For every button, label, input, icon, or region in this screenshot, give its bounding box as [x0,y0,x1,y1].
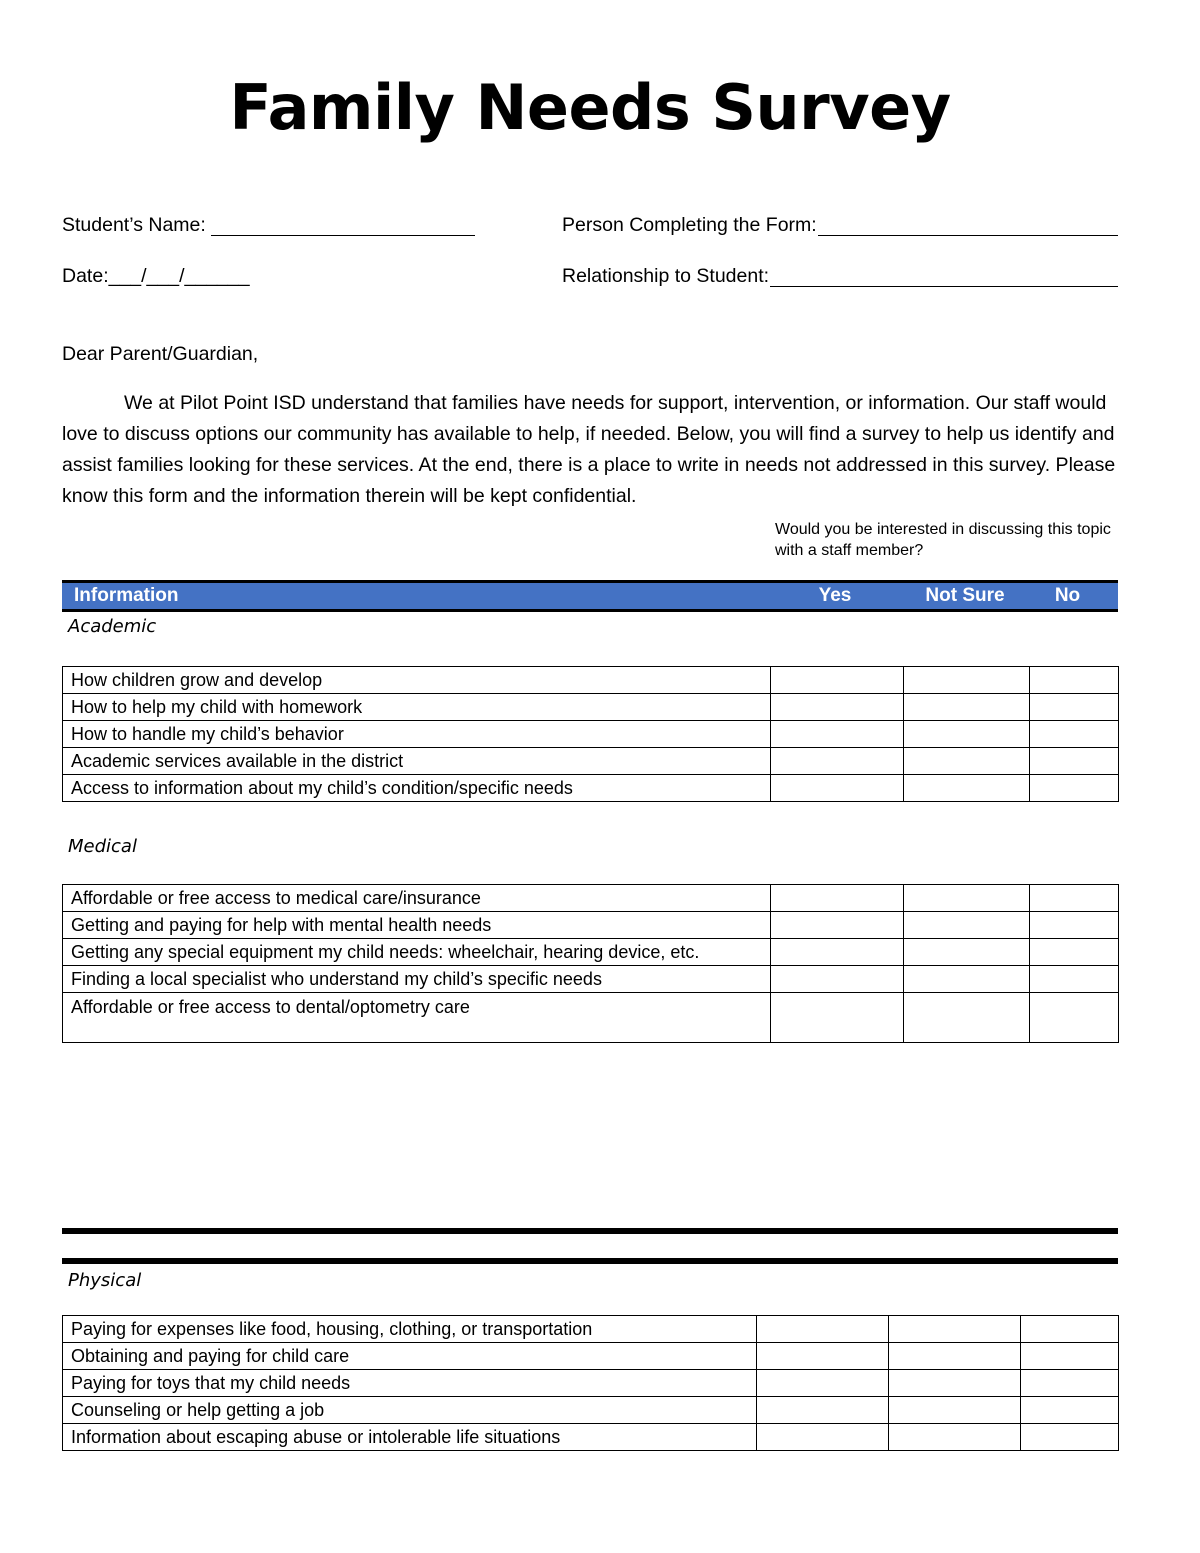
relationship-label: Relationship to Student: [562,265,770,287]
checkbox-cell-yes[interactable] [757,1316,889,1343]
checkbox-cell-not-sure[interactable] [904,721,1030,748]
checkbox-cell-yes[interactable] [771,694,904,721]
checkbox-cell-not-sure[interactable] [904,885,1030,912]
identification-row-1 [62,208,1118,236]
survey-table-physical [62,1315,1119,1451]
checkbox-cell-no[interactable] [1030,939,1119,966]
column-instruction-note: Would you be interested in discussing this topic with a staff member? [775,521,1111,559]
checkbox-cell-yes[interactable] [757,1370,889,1397]
date-label: Date: [62,265,109,287]
checkbox-cell-yes[interactable] [771,775,904,802]
checkbox-cell-yes[interactable] [771,721,904,748]
table-row [63,1370,1119,1397]
row-label: Obtaining and paying for child care [63,1343,757,1370]
table-row [63,721,1119,748]
checkbox-cell-not-sure[interactable] [904,775,1030,802]
person-completing-input[interactable] [818,218,1118,236]
checkbox-cell-yes[interactable] [771,912,904,939]
checkbox-cell-not-sure[interactable] [904,667,1030,694]
checkbox-cell-yes[interactable] [757,1343,889,1370]
row-label: Access to information about my child’s condition/specific needs [63,775,771,802]
row-label: Getting any special equipment my child needs: wheelchair, hearing device, etc. [63,939,771,966]
table-row [63,1343,1119,1370]
letter-body: We at Pilot Point ISD understand that families have needs for support, intervention, or information. Our staff would love to discuss options our community has available to help, if needed. Below, you will find a survey to help us identify and assist families looking for these services. At the end, there is a place to write in needs not addressed in this survey. Please know this form and the information therein will be kept confidential. [62,392,1116,507]
checkbox-cell-no[interactable] [1021,1316,1119,1343]
survey-table-academic-body [63,667,1119,802]
checkbox-cell-not-sure[interactable] [904,966,1030,993]
checkbox-cell-no[interactable] [1030,694,1119,721]
checkbox-cell-not-sure[interactable] [904,748,1030,775]
checkbox-cell-yes[interactable] [771,966,904,993]
row-label: Affordable or free access to dental/optometry care [63,993,771,1043]
checkbox-cell-yes[interactable] [771,748,904,775]
date-field-group [62,265,562,287]
checkbox-cell-no[interactable] [1030,748,1119,775]
checkbox-cell-yes[interactable] [757,1397,889,1424]
checkbox-cell-yes[interactable] [757,1424,889,1451]
checkbox-cell-not-sure[interactable] [889,1397,1021,1424]
survey-table-physical-body [63,1316,1119,1451]
table-row [63,748,1119,775]
table-row [63,775,1119,802]
checkbox-cell-no[interactable] [1030,966,1119,993]
checkbox-cell-no[interactable] [1030,721,1119,748]
section-label-academic: Academic [68,616,157,637]
letter-salutation: Dear Parent/Guardian, [62,343,259,365]
row-label: How to help my child with homework [63,694,771,721]
checkbox-cell-no[interactable] [1021,1343,1119,1370]
checkbox-cell-not-sure[interactable] [904,939,1030,966]
checkbox-cell-yes[interactable] [771,939,904,966]
checkbox-cell-not-sure[interactable] [889,1343,1021,1370]
table-row [63,1316,1119,1343]
table-row [63,667,1119,694]
column-header-yes: Yes [818,585,852,606]
checkbox-cell-no[interactable] [1021,1424,1119,1451]
page-break-rule-bottom [62,1258,1118,1264]
checkbox-cell-not-sure[interactable] [889,1424,1021,1451]
checkbox-cell-no[interactable] [1021,1397,1119,1424]
row-label: Getting and paying for help with mental health needs [63,912,771,939]
checkbox-cell-not-sure[interactable] [904,912,1030,939]
row-label: How to handle my child’s behavior [63,721,771,748]
person-completing-field-group [562,214,1118,236]
checkbox-cell-no[interactable] [1030,993,1119,1043]
checkbox-cell-no[interactable] [1030,667,1119,694]
survey-table-medical [62,884,1119,1043]
relationship-input[interactable] [770,269,1118,287]
table-row [63,885,1119,912]
checkbox-cell-no[interactable] [1030,885,1119,912]
row-label: Paying for toys that my child needs [63,1370,757,1397]
column-header-information: Information [74,585,179,606]
checkbox-cell-yes[interactable] [771,885,904,912]
row-label: Information about escaping abuse or intolerable life situations [63,1424,757,1451]
page-title: Family Needs Survey [229,71,951,144]
table-row [63,912,1119,939]
student-name-field-group [62,214,562,236]
table-row [63,939,1119,966]
row-label: Academic services available in the district [63,748,771,775]
table-row [63,993,1119,1043]
survey-table-academic [62,666,1119,802]
student-name-input[interactable] [211,218,475,236]
person-completing-label: Person Completing the Form: [562,214,817,236]
checkbox-cell-yes[interactable] [771,667,904,694]
column-header-not-sure: Not Sure [925,585,1005,606]
student-name-label: Student’s Name: [62,214,206,236]
checkbox-cell-no[interactable] [1030,775,1119,802]
checkbox-cell-not-sure[interactable] [904,694,1030,721]
relationship-field-group [562,265,1118,287]
table-row [63,966,1119,993]
checkbox-cell-yes[interactable] [771,993,904,1043]
column-header-no: No [1054,585,1081,606]
identification-block [62,208,1118,310]
row-label: Counseling or help getting a job [63,1397,757,1424]
row-label: Finding a local specialist who understand my child’s specific needs [63,966,771,993]
section-label-physical: Physical [68,1270,142,1291]
table-row [63,1424,1119,1451]
checkbox-cell-not-sure[interactable] [904,993,1030,1043]
checkbox-cell-not-sure[interactable] [889,1316,1021,1343]
survey-table-medical-body [63,885,1119,1043]
identification-row-2 [62,259,1118,287]
table-row [63,694,1119,721]
row-label: Paying for expenses like food, housing, clothing, or transportation [63,1316,757,1343]
page-break-rule-top [62,1228,1118,1234]
date-input[interactable]: ___/___/______ [108,265,250,287]
checkbox-cell-no[interactable] [1021,1370,1119,1397]
section-label-medical: Medical [68,836,137,857]
row-label: How children grow and develop [63,667,771,694]
row-label: Affordable or free access to medical care/insurance [63,885,771,912]
checkbox-cell-not-sure[interactable] [889,1370,1021,1397]
table-header-bar [62,580,1118,612]
checkbox-cell-no[interactable] [1030,912,1119,939]
table-row [63,1397,1119,1424]
